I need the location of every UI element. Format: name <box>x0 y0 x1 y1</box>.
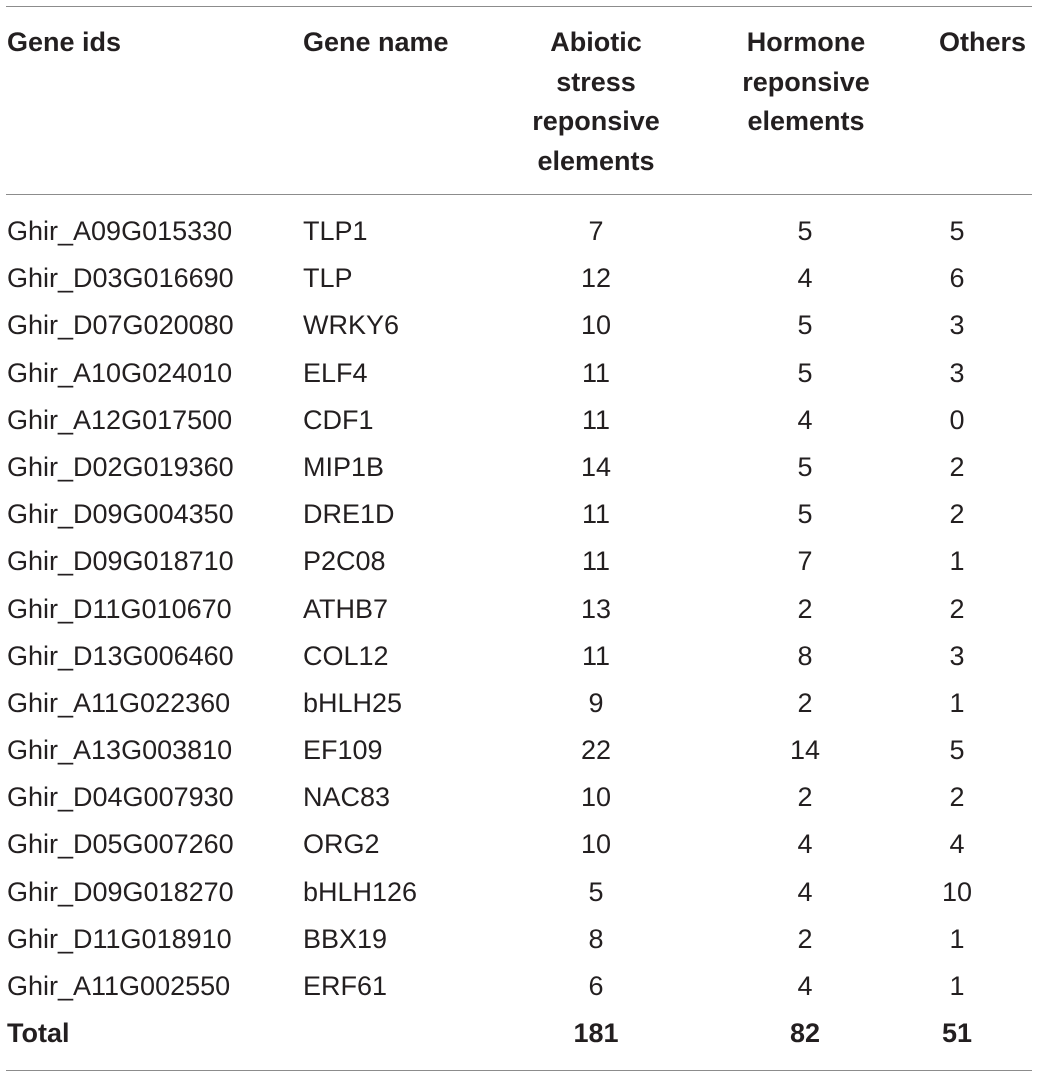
cell-others: 5 <box>949 735 965 766</box>
cell-others: 5 <box>949 216 965 246</box>
cell-hormone: 2 <box>797 923 813 954</box>
cell-gene-name: EF109 <box>303 735 383 766</box>
cell-abiotic: 10 <box>580 829 612 860</box>
cell-hormone: 4 <box>797 829 813 860</box>
cell-gene-id: Ghir_D09G018270 <box>7 876 234 907</box>
cell-gene-name: ORG2 <box>303 829 380 860</box>
cell-gene-name: TLP1 <box>303 216 368 246</box>
cell-hormone: 4 <box>797 876 813 907</box>
table-row <box>0 869 1039 916</box>
cell-hormone: 4 <box>797 263 813 294</box>
cell-gene-name: DRE1D <box>303 499 395 530</box>
cell-others: 3 <box>949 357 965 388</box>
table-row <box>0 538 1039 585</box>
table-row <box>0 397 1039 444</box>
table-total-row <box>0 1010 1039 1057</box>
cell-gene-id: Ghir_D03G016690 <box>7 263 234 294</box>
total-abiotic: 181 <box>573 1018 619 1049</box>
table-row <box>0 916 1039 963</box>
table-row <box>0 586 1039 633</box>
cell-hormone: 5 <box>797 451 813 482</box>
cell-gene-id: Ghir_D07G020080 <box>7 310 234 341</box>
cell-abiotic: 10 <box>580 310 612 341</box>
bottom-rule <box>6 1070 1032 1071</box>
cell-hormone: 5 <box>797 310 813 341</box>
cell-hormone: 14 <box>789 735 821 766</box>
cell-gene-id: Ghir_D09G004350 <box>7 499 234 530</box>
cell-hormone: 5 <box>797 357 813 388</box>
cell-gene-id: Ghir_A12G017500 <box>7 404 233 435</box>
cell-abiotic: 11 <box>581 546 611 577</box>
cell-others: 3 <box>949 640 965 671</box>
cell-gene-id: Ghir_D11G018910 <box>7 923 232 954</box>
table-row <box>0 633 1039 680</box>
cell-others: 2 <box>949 499 965 530</box>
header-gene-name: Gene name <box>303 27 449 57</box>
cell-others: 4 <box>949 829 965 860</box>
cell-gene-id: Ghir_D04G007930 <box>7 782 234 813</box>
cell-hormone: 2 <box>797 687 813 718</box>
cell-gene-name: ERF61 <box>303 971 388 1001</box>
cell-gene-id: Ghir_D02G019360 <box>7 451 234 482</box>
table-header <box>0 0 1039 194</box>
cell-gene-name: bHLH126 <box>303 876 418 907</box>
table-row <box>0 774 1039 821</box>
cell-others: 2 <box>949 451 965 482</box>
table-row <box>0 208 1039 255</box>
cell-gene-name: ATHB7 <box>303 593 389 624</box>
cell-hormone: 4 <box>797 404 813 435</box>
cell-hormone: 5 <box>797 499 813 530</box>
table-row <box>0 491 1039 538</box>
cell-others: 2 <box>949 593 965 624</box>
table-row <box>0 350 1039 397</box>
total-label: Total <box>7 1018 70 1049</box>
cell-hormone: 2 <box>797 782 813 813</box>
cell-gene-id: Ghir_D09G018710 <box>7 546 234 577</box>
cell-abiotic: 6 <box>588 971 604 1001</box>
cell-gene-id: Ghir_A13G003810 <box>7 735 233 766</box>
cell-hormone: 8 <box>797 640 813 671</box>
cell-gene-id: Ghir_A11G022360 <box>7 687 231 718</box>
cell-abiotic: 11 <box>581 499 611 530</box>
header-rule <box>6 194 1032 195</box>
cell-others: 10 <box>941 876 973 907</box>
cell-abiotic: 14 <box>580 451 612 482</box>
cell-gene-name: WRKY6 <box>303 310 400 341</box>
cell-gene-name: MIP1B <box>303 451 385 482</box>
cell-others: 6 <box>949 263 965 294</box>
cell-others: 2 <box>949 782 965 813</box>
cell-others: 1 <box>949 971 965 1001</box>
cell-gene-id: Ghir_D11G010670 <box>7 593 232 624</box>
cell-hormone: 4 <box>797 971 813 1001</box>
cell-abiotic: 5 <box>588 876 604 907</box>
cell-gene-id: Ghir_A09G015330 <box>7 216 233 246</box>
cell-gene-id: Ghir_D05G007260 <box>7 829 234 860</box>
cell-abiotic: 9 <box>588 687 604 718</box>
cell-abiotic: 13 <box>580 593 612 624</box>
cell-gene-id: Ghir_A11G002550 <box>7 971 231 1001</box>
header-abiotic: Abiotic stress reponsive elements <box>532 27 660 176</box>
header-gene-ids: Gene ids <box>7 27 122 57</box>
cell-others: 1 <box>949 546 965 577</box>
cell-gene-id: Ghir_A10G024010 <box>7 357 233 388</box>
cell-hormone: 2 <box>797 593 813 624</box>
cell-others: 3 <box>949 310 965 341</box>
total-hormone: 82 <box>789 1018 821 1049</box>
cell-abiotic: 7 <box>588 216 604 246</box>
table-body <box>0 208 1039 1057</box>
cell-gene-name: CDF1 <box>303 404 374 435</box>
cell-others: 1 <box>949 923 965 954</box>
total-others: 51 <box>941 1018 973 1049</box>
cell-others: 1 <box>949 687 965 718</box>
table-row <box>0 727 1039 774</box>
cell-gene-name: P2C08 <box>303 546 386 577</box>
cell-abiotic: 11 <box>581 357 611 388</box>
cell-gene-name: BBX19 <box>303 923 388 954</box>
cell-hormone: 7 <box>797 546 813 577</box>
cell-gene-name: bHLH25 <box>303 687 403 718</box>
cell-abiotic: 22 <box>580 735 612 766</box>
header-others: Others <box>939 27 1027 57</box>
cell-others: 0 <box>949 404 965 435</box>
cell-abiotic: 12 <box>580 263 612 294</box>
cell-gene-name: ELF4 <box>303 357 368 388</box>
cell-gene-name: TLP <box>303 263 353 294</box>
cell-abiotic: 10 <box>580 782 612 813</box>
table-row <box>0 821 1039 868</box>
cell-gene-name: COL12 <box>303 640 389 671</box>
cell-abiotic: 11 <box>581 640 611 671</box>
cell-abiotic: 8 <box>588 923 604 954</box>
cell-abiotic: 11 <box>581 404 611 435</box>
cell-gene-id: Ghir_D13G006460 <box>7 640 234 671</box>
table-row <box>0 302 1039 349</box>
table-row <box>0 444 1039 491</box>
cell-gene-name: NAC83 <box>303 782 391 813</box>
cell-hormone: 5 <box>797 216 813 246</box>
table-row <box>0 963 1039 1010</box>
table-row <box>0 255 1039 302</box>
header-hormone: Hormone reponsive elements <box>742 27 870 136</box>
table-row <box>0 680 1039 727</box>
